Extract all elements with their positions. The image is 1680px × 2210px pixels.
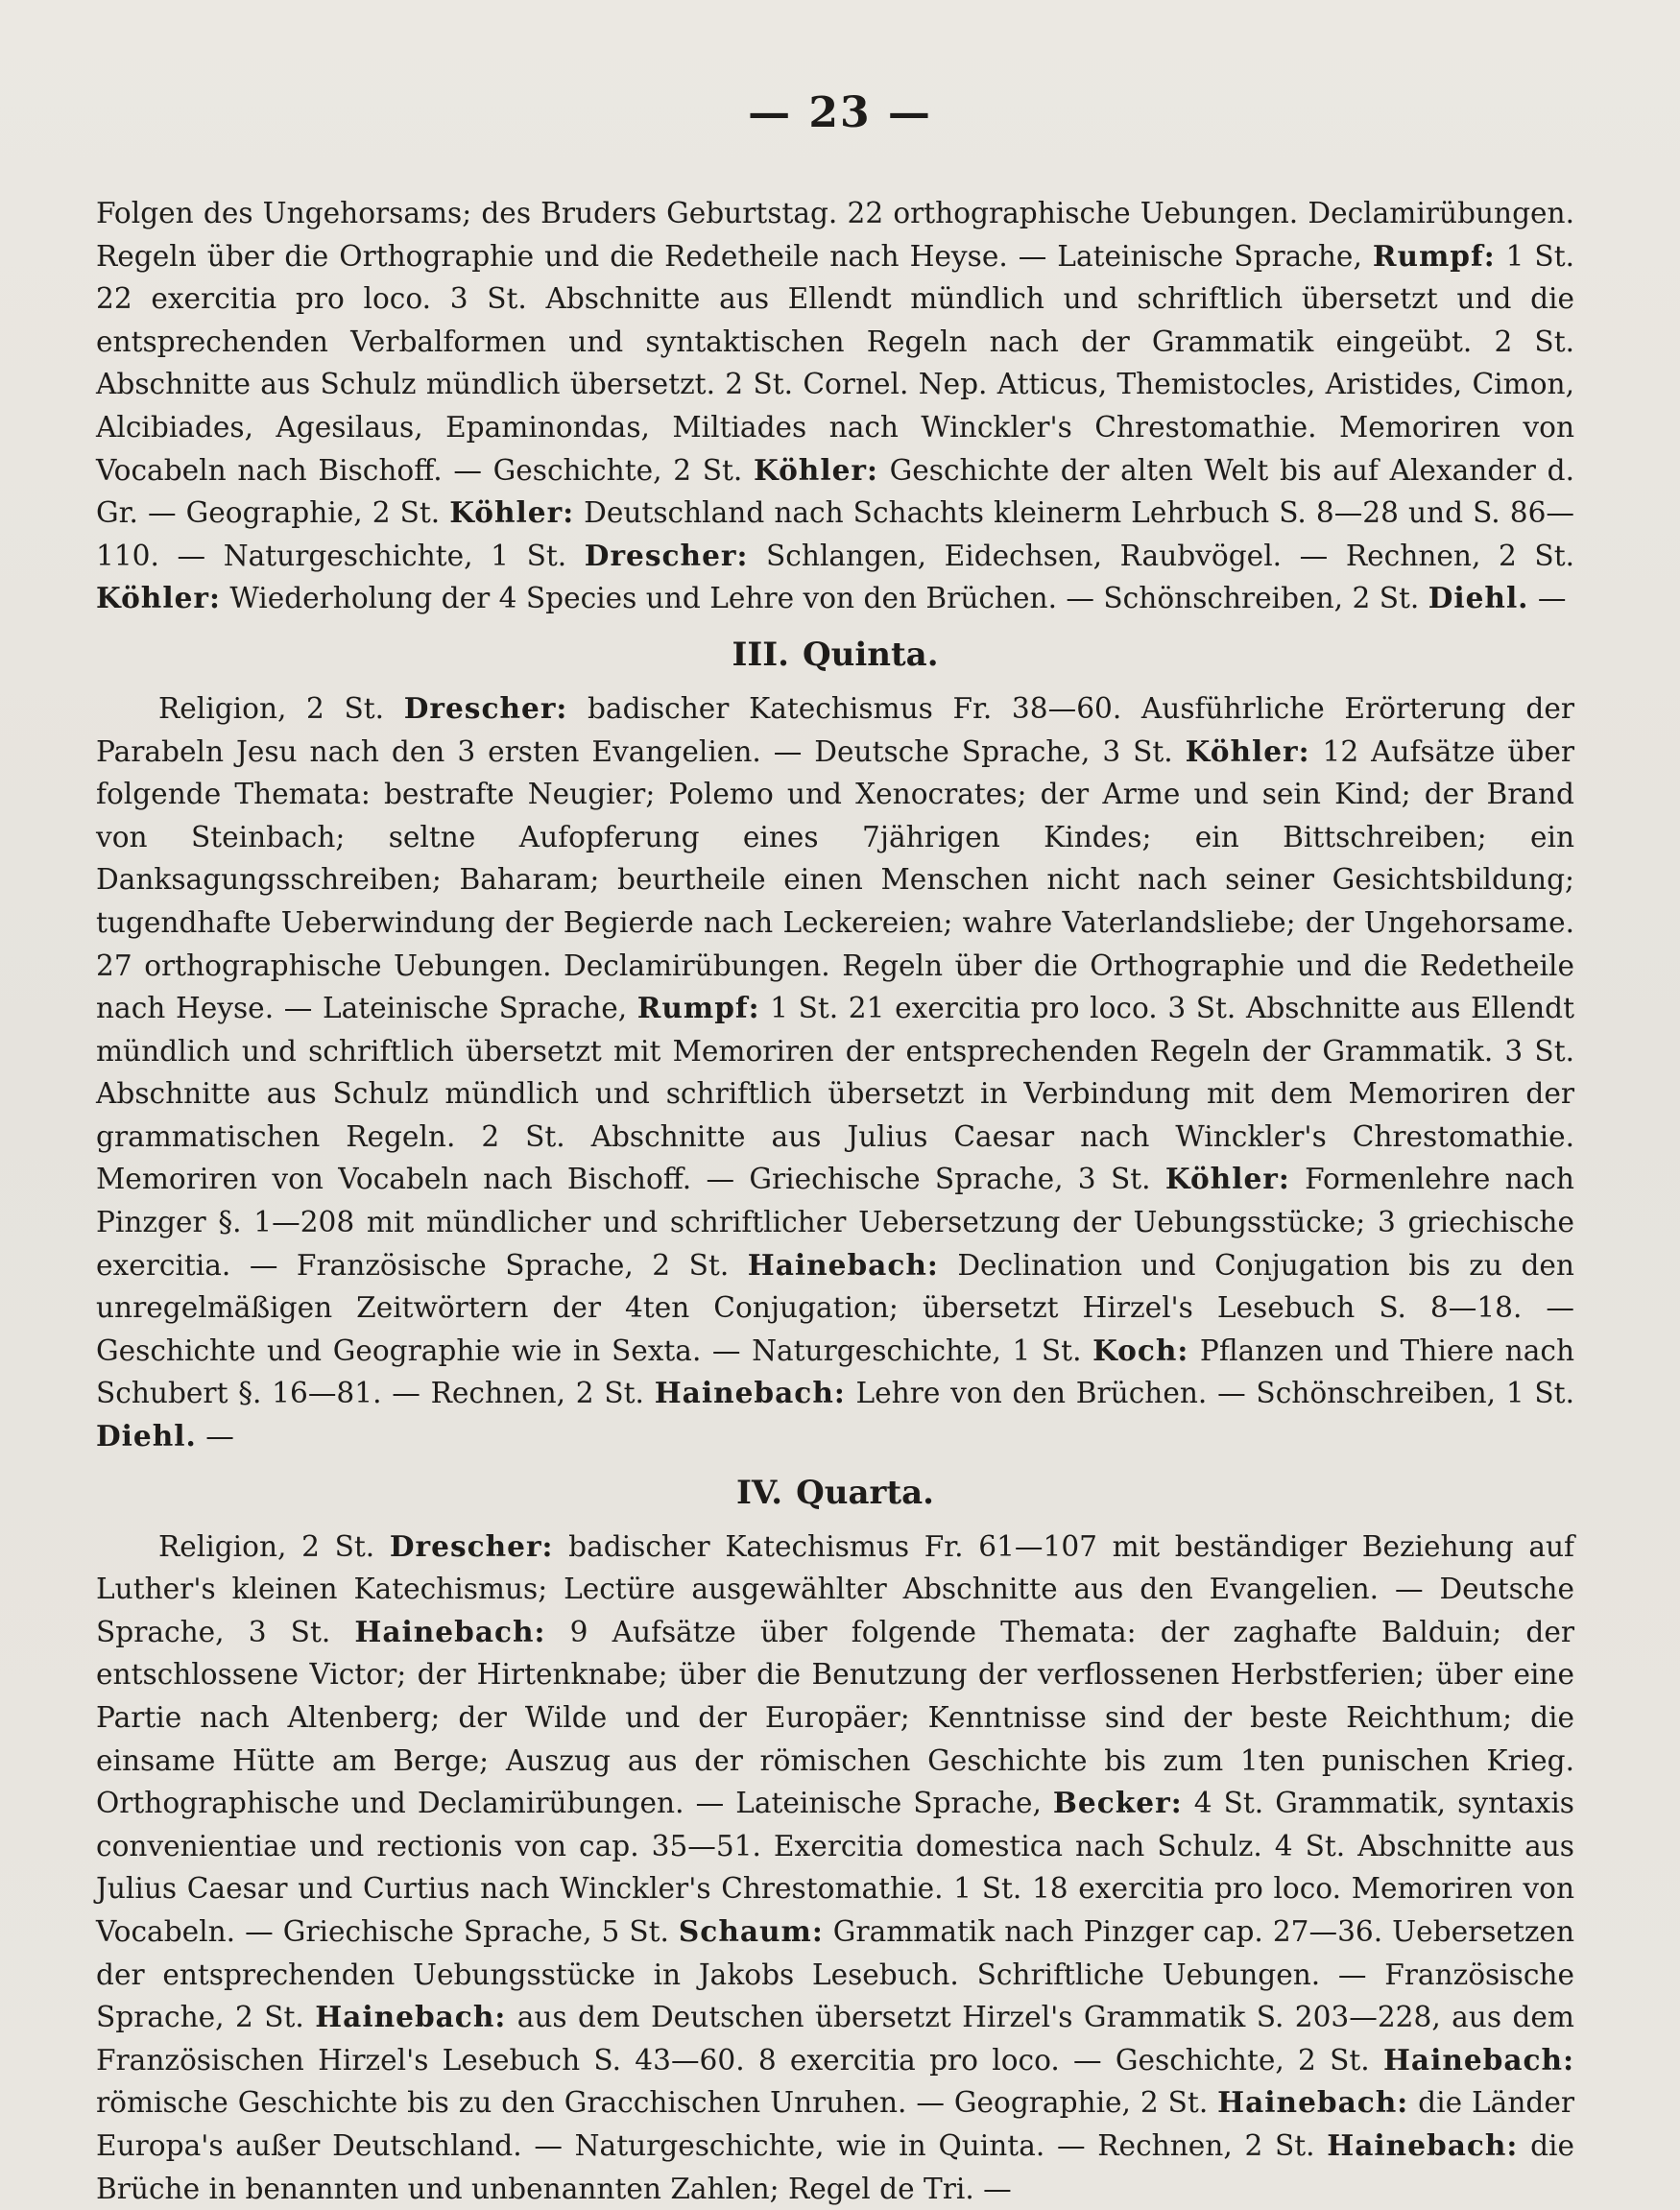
- text-run: römische Geschichte bis zu den Gracchischen Unruhen. — Geographie, 2 St.: [96, 2086, 1218, 2120]
- teacher-name: Drescher:: [389, 1528, 554, 1563]
- teacher-name: Köhler:: [1185, 733, 1310, 768]
- text-run: badischer Katechismus Fr. 38—60. Ausführliche Erörterung der Parabeln Jesu nach den 3 ersten Evangelien. — Deutsche Sprache, 3 St.: [96, 691, 1574, 768]
- text-run: Folgen des Ungehorsams; des Bruders Geburtstag. 22 orthographische Uebungen. Declamirübungen. Regeln über die Orthographie und die Redetheile nach Heyse. — Lateinische Sprache,: [96, 197, 1574, 273]
- text-run: 4 St. Grammatik, syntaxis convenientiae und rectionis von cap. 35—51. Exercitia domestica nach Schulz. 4 St. Abschnitte aus Julius Caesar und Curtius nach Winckler's Chrestomathie. 1 St. 18 exercitia pro loco. Memoriren von Vocabeln. — Griechische Sprache, 5 St.: [96, 1787, 1574, 1948]
- text-run: —: [196, 1420, 234, 1453]
- text-run: badischer Katechismus Fr. 61—107 mit beständiger Beziehung auf Luther's kleinen Katechismus; Lectüre ausgewählter Abschnitte aus den Evangelien. — Deutsche Sprache, 3 St.: [96, 1529, 1574, 1648]
- quarta-paragraph: [96, 1525, 1574, 2210]
- text-run: 9 Aufsätze über folgende Themata: der zaghafte Balduin; der entschlossene Victor; der Hirtenknabe; über die Benutzung der verflossenen Herbstferien; über eine Partie nach Altenberg; der Wilde und der Europäer; Kenntnisse sind der beste Reichthum; die einsame Hütte am Berge; Auszug aus der römischen Geschichte bis zum 1ten punischen Krieg. Orthographische und Declamirübungen. — Lateinische Sprache,: [96, 1615, 1575, 1820]
- teacher-name: Rumpf:: [1372, 238, 1496, 273]
- text-run: Lehre von den Brüchen. — Schönschreiben, 1 St.: [845, 1377, 1574, 1410]
- section-numeral: III.: [732, 635, 789, 674]
- section-numeral: IV.: [735, 1473, 783, 1512]
- text-run: —: [1528, 582, 1567, 615]
- section-title: Quinta.: [803, 635, 939, 674]
- text-run: Formenlehre nach Pinzger §. 1—208 mit mündlicher und schriftlicher Uebersetzung der Uebungsstücke; 3 griechische exercitia. — Französische Sprache, 2 St.: [96, 1163, 1574, 1282]
- teacher-name: Drescher:: [403, 690, 568, 725]
- text-run: Wiederholung der 4 Species und Lehre von den Brüchen. — Schönschreiben, 2 St.: [220, 582, 1428, 615]
- text-run: Religion, 2 St.: [158, 691, 404, 725]
- sexta-continuation-paragraph: [96, 192, 1574, 620]
- teacher-name: Köhler:: [96, 581, 221, 615]
- teacher-name: Koch:: [1092, 1333, 1189, 1367]
- section-heading-quinta: [96, 626, 1574, 684]
- text-run: 12 Aufsätze über folgende Themata: bestrafte Neugier; Polemo und Xenocrates; der Arme und sein Kind; der Brand von Steinbach; seltne Aufopferung eines 7jährigen Kindes; ein Bittschreiben; ein Danksagungsschreiben; Baharam; beurtheile einen Menschen nicht nach seiner Gesichtsbildung; tugendhafte Ueberwindung der Begierde nach Leckereien; wahre Vaterlandsliebe; der Ungehorsame. 27 orthographische Uebungen. Declamirübungen. Regeln über die Orthographie und die Redetheile nach Heyse. — Lateinische Sprache,: [96, 734, 1574, 1025]
- text-run: Religion, 2 St.: [158, 1529, 390, 1563]
- teacher-name: Becker:: [1052, 1786, 1183, 1820]
- text-run: Geschichte der alten Welt bis auf Alexander d. Gr. — Geographie, 2 St.: [96, 453, 1574, 530]
- teacher-name: Schaum:: [678, 1913, 824, 1948]
- text-run: Declination und Conjugation bis zu den unregelmäßigen Zeitwörtern der 4ten Conjugation; übersetzt Hirzel's Lesebuch S. 8—18. — Geschichte und Geographie wie in Sexta. — Naturgeschichte, 1 St.: [96, 1248, 1574, 1367]
- teacher-name: Diehl.: [96, 1419, 197, 1453]
- teacher-name: Köhler:: [754, 452, 878, 487]
- page-number: — 23 —: [748, 88, 932, 137]
- quinta-paragraph: [96, 687, 1574, 1458]
- text-run: Schlangen, Eidechsen, Raubvögel. — Rechnen, 2 St.: [748, 539, 1574, 572]
- teacher-name: Hainebach:: [1382, 2042, 1574, 2077]
- text-run: Pflanzen und Thiere nach Schubert §. 16—81. — Rechnen, 2 St.: [96, 1333, 1575, 1410]
- teacher-name: Hainebach:: [1217, 2085, 1409, 2120]
- text-run: aus dem Deutschen übersetzt Hirzel's Grammatik S. 203—228, aus dem Französischen Hirzel's Lesebuch S. 43—60. 8 exercitia pro loco. — Geschichte, 2 St.: [96, 2001, 1574, 2077]
- text-run: Grammatik nach Pinzger cap. 27—36. Uebersetzen der entsprechenden Uebungsstücke in Jakobs Lesebuch. Schriftliche Uebungen. — Französische Sprache, 2 St.: [96, 1914, 1574, 2034]
- teacher-name: Köhler:: [1164, 1162, 1290, 1196]
- teacher-name: Hainebach:: [654, 1376, 846, 1410]
- section-heading-quarta: [96, 1464, 1574, 1522]
- teacher-name: Hainebach:: [354, 1614, 546, 1648]
- text-column: [96, 192, 1574, 2210]
- teacher-name: Rumpf:: [636, 991, 760, 1025]
- teacher-name: Köhler:: [449, 495, 575, 530]
- text-run: 1 St. 21 exercitia pro loco. 3 St. Abschnitte aus Ellendt mündlich und schriftlich übersetzt mit Memoriren der entsprechenden Regeln der Grammatik. 3 St. Abschnitte aus Schulz mündlich und schriftlich übersetzt in Verbindung mit dem Memoriren der grammatischen Regeln. 2 St. Abschnitte aus Julius Caesar nach Winckler's Chrestomathie. Memoriren von Vocabeln nach Bischoff. — Griechische Sprache, 3 St.: [96, 992, 1574, 1196]
- section-title: Quarta.: [796, 1473, 935, 1512]
- text-run: die Brüche in benannten und unbenannten Zahlen; Regel de Tri. —: [96, 2128, 1574, 2205]
- text-run: 1 St. 22 exercitia pro loco. 3 St. Abschnitte aus Ellendt mündlich und schriftlich übersetzt und die entsprechenden Verbalformen und syntaktischen Regeln nach der Grammatik eingeübt. 2 St. Abschnitte aus Schulz mündlich übersetzt. 2 St. Cornel. Nep. Atticus, Themistocles, Aristides, Cimon, Alcibiades, Agesilaus, Epaminondas, Miltiades nach Winckler's Chrestomathie. Memoriren von Vocabeln nach Bischoff. — Geschichte, 2 St.: [96, 239, 1574, 487]
- teacher-name: Hainebach:: [747, 1247, 939, 1282]
- text-run: die Länder Europa's außer Deutschland. — Naturgeschichte, wie in Quinta. — Rechnen, 2 St.: [96, 2086, 1574, 2162]
- teacher-name: Diehl.: [1428, 581, 1529, 615]
- teacher-name: Hainebach:: [1327, 2127, 1519, 2162]
- teacher-name: Drescher:: [584, 538, 749, 572]
- text-run: Deutschland nach Schachts kleinerm Lehrbuch S. 8—28 und S. 86—110. — Naturgeschichte, 1 St.: [96, 496, 1574, 572]
- teacher-name: Hainebach:: [315, 2000, 507, 2034]
